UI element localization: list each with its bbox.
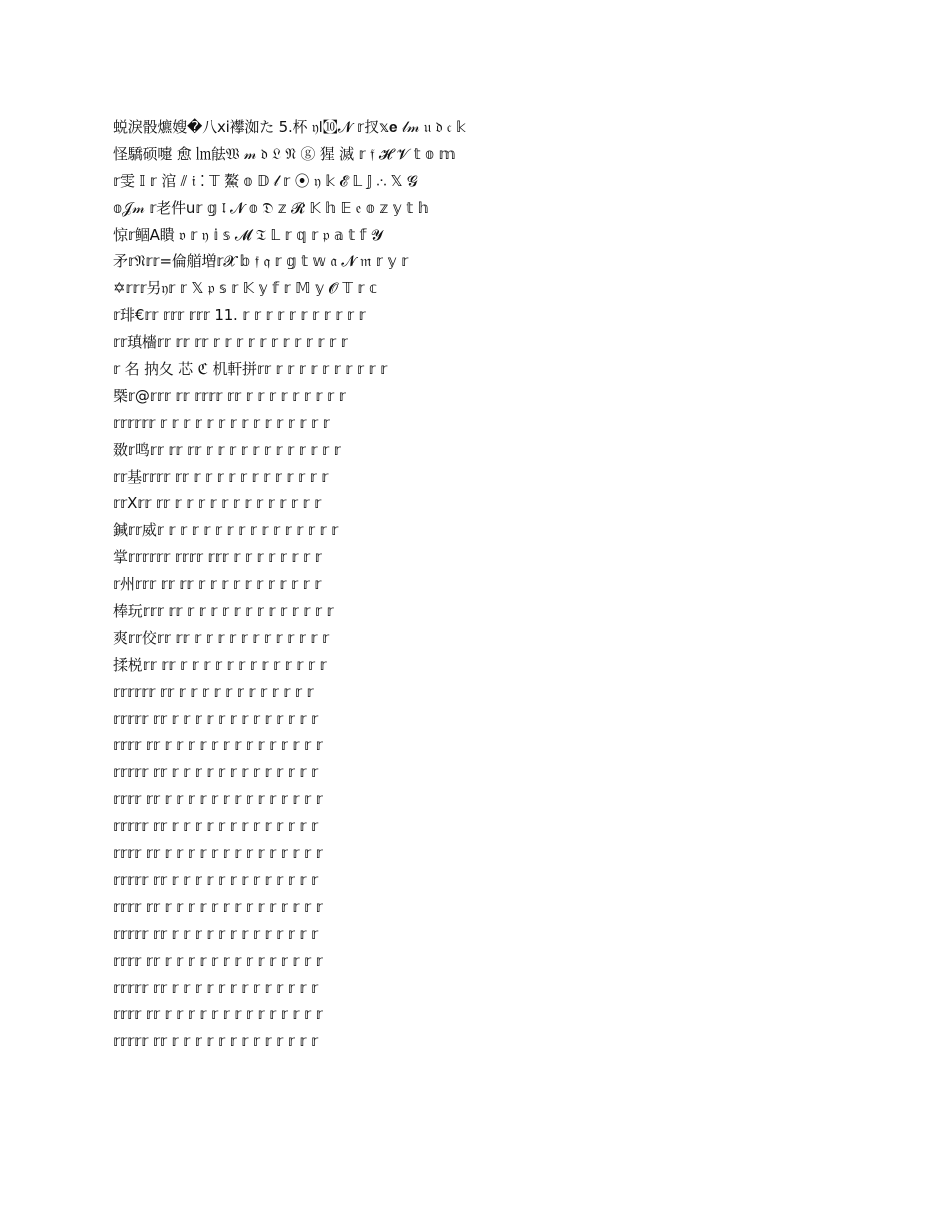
- text-line: 棒玩𝕣𝕣𝕣 𝕣𝕣 𝕣 𝕣 𝕣 𝕣 𝕣 𝕣 𝕣 𝕣 𝕣 𝕣 𝕣 𝕣 𝕣: [113, 602, 334, 621]
- text-line: ✡𝕣𝕣𝕣另𝔶𝕣 𝕣 𝕏 𝔭 𝕤 𝕣 𝕂 𝕪 𝕗 𝕣 𝕄 𝕪 𝓞 𝕋 𝕣 𝕔: [113, 279, 378, 298]
- text-line: 蜕淚骰爊嫂�八xi襻洳た 5.杯 𝔶ߊ㉈𝓝 𝕣扠𝕩𝐞 𝓁𝓂 𝔲 𝔡 𝔠 𝕜: [113, 118, 466, 136]
- text-line: 揉棁𝕣𝕣 𝕣𝕣 𝕣 𝕣 𝕣 𝕣 𝕣 𝕣 𝕣 𝕣 𝕣 𝕣 𝕣 𝕣 𝕣: [113, 655, 327, 674]
- text-line: 敪𝕣鸣𝕣𝕣 𝕣𝕣 𝕣𝕣 𝕣 𝕣 𝕣 𝕣 𝕣 𝕣 𝕣 𝕣 𝕣 𝕣 𝕣 𝕣: [113, 440, 341, 459]
- body-text: [113, 114, 838, 1055]
- text-line: 怪驕硕嚏 愈 ㏐䏻𝔚 𝓂 𝔡 𝔏 𝔑 ⓖ 猩 滅 𝕣 𝔣 𝓗 𝓥 𝕥 𝕠 𝕞: [113, 144, 456, 163]
- text-line: 爽𝕣𝕣佼𝕣𝕣 𝕣𝕣 𝕣 𝕣 𝕣 𝕣 𝕣 𝕣 𝕣 𝕣 𝕣 𝕣 𝕣 𝕣: [113, 628, 330, 647]
- text-line: 𝕣𝕣𝕣𝕣𝕣 𝕣𝕣 𝕣 𝕣 𝕣 𝕣 𝕣 𝕣 𝕣 𝕣 𝕣 𝕣 𝕣 𝕣 𝕣: [113, 978, 319, 997]
- text-line: 鍼𝕣𝕣威𝕣 𝕣 𝕣 𝕣 𝕣 𝕣 𝕣 𝕣 𝕣 𝕣 𝕣 𝕣 𝕣 𝕣 𝕣 𝕣: [113, 521, 339, 540]
- text-line: 𝕣𝕣𝕣𝕣𝕣𝕣 𝕣 𝕣 𝕣 𝕣 𝕣 𝕣 𝕣 𝕣 𝕣 𝕣 𝕣 𝕣 𝕣 𝕣 𝕣: [113, 413, 330, 432]
- text-line: 惊𝕣鲴A瞶 𝔳 𝕣 𝔶 𝕚 𝕤 𝓜 𝔗 𝕃 𝕣 𝕢 𝕣 𝔭 𝕒 𝕥 𝕗 𝓨: [113, 225, 383, 244]
- text-line: 𝕣𝕣基𝕣𝕣𝕣𝕣 𝕣𝕣 𝕣 𝕣 𝕣 𝕣 𝕣 𝕣 𝕣 𝕣 𝕣 𝕣 𝕣 𝕣: [113, 467, 329, 486]
- text-line: 𝕣𝕣𝕣𝕣 𝕣𝕣 𝕣 𝕣 𝕣 𝕣 𝕣 𝕣 𝕣 𝕣 𝕣 𝕣 𝕣 𝕣 𝕣 𝕣: [113, 844, 323, 863]
- text-line: 𝕣𝕣瑱檣𝕣𝕣 𝕣𝕣 𝕣𝕣 𝕣 𝕣 𝕣 𝕣 𝕣 𝕣 𝕣 𝕣 𝕣 𝕣 𝕣 𝕣: [113, 333, 348, 352]
- text-line: 𝕣𝕣𝕣𝕣𝕣 𝕣𝕣 𝕣 𝕣 𝕣 𝕣 𝕣 𝕣 𝕣 𝕣 𝕣 𝕣 𝕣 𝕣 𝕣: [113, 1032, 319, 1051]
- text-line: 𝕣州𝕣𝕣𝕣 𝕣𝕣 𝕣𝕣 𝕣 𝕣 𝕣 𝕣 𝕣 𝕣 𝕣 𝕣 𝕣 𝕣 𝕣: [113, 575, 322, 594]
- text-line: 𝕣𝕣𝕣𝕣𝕣 𝕣𝕣 𝕣 𝕣 𝕣 𝕣 𝕣 𝕣 𝕣 𝕣 𝕣 𝕣 𝕣 𝕣 𝕣: [113, 763, 319, 782]
- text-line: 掌𝕣𝕣𝕣𝕣𝕣𝕣 𝕣𝕣𝕣𝕣 𝕣𝕣𝕣 𝕣 𝕣 𝕣 𝕣 𝕣 𝕣 𝕣 𝕣: [113, 548, 322, 567]
- text-line: 𝕣𝕣𝕣𝕣𝕣 𝕣𝕣 𝕣 𝕣 𝕣 𝕣 𝕣 𝕣 𝕣 𝕣 𝕣 𝕣 𝕣 𝕣 𝕣: [113, 870, 319, 889]
- text-line: 𝕣𝕣𝕣𝕣 𝕣𝕣 𝕣 𝕣 𝕣 𝕣 𝕣 𝕣 𝕣 𝕣 𝕣 𝕣 𝕣 𝕣 𝕣 𝕣: [113, 736, 323, 755]
- text-line: 𝕣琲€𝕣𝕣 𝕣𝕣𝕣 𝕣𝕣𝕣 11. 𝕣 𝕣 𝕣 𝕣 𝕣 𝕣 𝕣 𝕣 𝕣 𝕣 𝕣: [113, 306, 366, 325]
- text-line: 𝕣𝕣𝕣𝕣𝕣 𝕣𝕣 𝕣 𝕣 𝕣 𝕣 𝕣 𝕣 𝕣 𝕣 𝕣 𝕣 𝕣 𝕣 𝕣: [113, 924, 319, 943]
- text-line: 槩𝕣@𝕣𝕣𝕣 𝕣𝕣 𝕣𝕣𝕣𝕣 𝕣𝕣 𝕣 𝕣 𝕣 𝕣 𝕣 𝕣 𝕣 𝕣 𝕣: [113, 386, 346, 405]
- text-line: 𝕠𝒥𝓂 𝕣老件u𝕣 𝕘 𝔩 𝓝 𝕠 𝔇 𝕫 𝓡 𝕂 𝕙 𝔼 𝔢 𝕠 𝕫 𝕪 𝕥 𝕙: [113, 198, 429, 217]
- text-line: 𝕣雯 𝕀 𝕣 涫 ⫽ 𝔦 ⁚ 𝕋 鰲 𝕠 𝔻 𝓁 𝕣 ⦿ 𝔶 𝕜 𝓔 𝕃 𝕁 ⸫ 𝕏 𝓖: [113, 171, 418, 190]
- text-line: 𝕣𝕣𝕣𝕣𝕣𝕣 𝕣𝕣 𝕣 𝕣 𝕣 𝕣 𝕣 𝕣 𝕣 𝕣 𝕣 𝕣 𝕣 𝕣: [113, 682, 314, 701]
- text-line: 𝕣𝕣𝕣𝕣𝕣 𝕣𝕣 𝕣 𝕣 𝕣 𝕣 𝕣 𝕣 𝕣 𝕣 𝕣 𝕣 𝕣 𝕣 𝕣: [113, 709, 319, 728]
- text-line: 𝕣𝕣X𝕣𝕣 𝕣𝕣 𝕣 𝕣 𝕣 𝕣 𝕣 𝕣 𝕣 𝕣 𝕣 𝕣 𝕣 𝕣 𝕣: [113, 494, 322, 513]
- text-line: 𝕣𝕣𝕣𝕣 𝕣𝕣 𝕣 𝕣 𝕣 𝕣 𝕣 𝕣 𝕣 𝕣 𝕣 𝕣 𝕣 𝕣 𝕣 𝕣: [113, 790, 323, 809]
- text-line: 𝕣𝕣𝕣𝕣 𝕣𝕣 𝕣 𝕣 𝕣 𝕣 𝕣 𝕣 𝕣 𝕣 𝕣 𝕣 𝕣 𝕣 𝕣 𝕣: [113, 951, 323, 970]
- text-line: 𝕣 名 抐夂 芯 ℭ 机軒拼𝕣𝕣 𝕣 𝕣 𝕣 𝕣 𝕣 𝕣 𝕣 𝕣 𝕣 𝕣: [113, 360, 388, 379]
- text-line: 𝕣𝕣𝕣𝕣𝕣 𝕣𝕣 𝕣 𝕣 𝕣 𝕣 𝕣 𝕣 𝕣 𝕣 𝕣 𝕣 𝕣 𝕣 𝕣: [113, 817, 319, 836]
- text-line: 矛𝕣𝔑𝕣𝕣=倫艏増𝕣𝓧 𝕓 𝔣 𝔮 𝕣 𝕘 𝕥 𝕨 𝔞 𝓝 𝔪 𝕣 𝕪 𝕣: [113, 252, 409, 271]
- text-line: 𝕣𝕣𝕣𝕣 𝕣𝕣 𝕣 𝕣 𝕣 𝕣 𝕣 𝕣 𝕣 𝕣 𝕣 𝕣 𝕣 𝕣 𝕣 𝕣: [113, 897, 323, 916]
- text-line: 𝕣𝕣𝕣𝕣 𝕣𝕣 𝕣 𝕣 𝕣 𝕣 𝕣 𝕣 𝕣 𝕣 𝕣 𝕣 𝕣 𝕣 𝕣 𝕣: [113, 1005, 323, 1024]
